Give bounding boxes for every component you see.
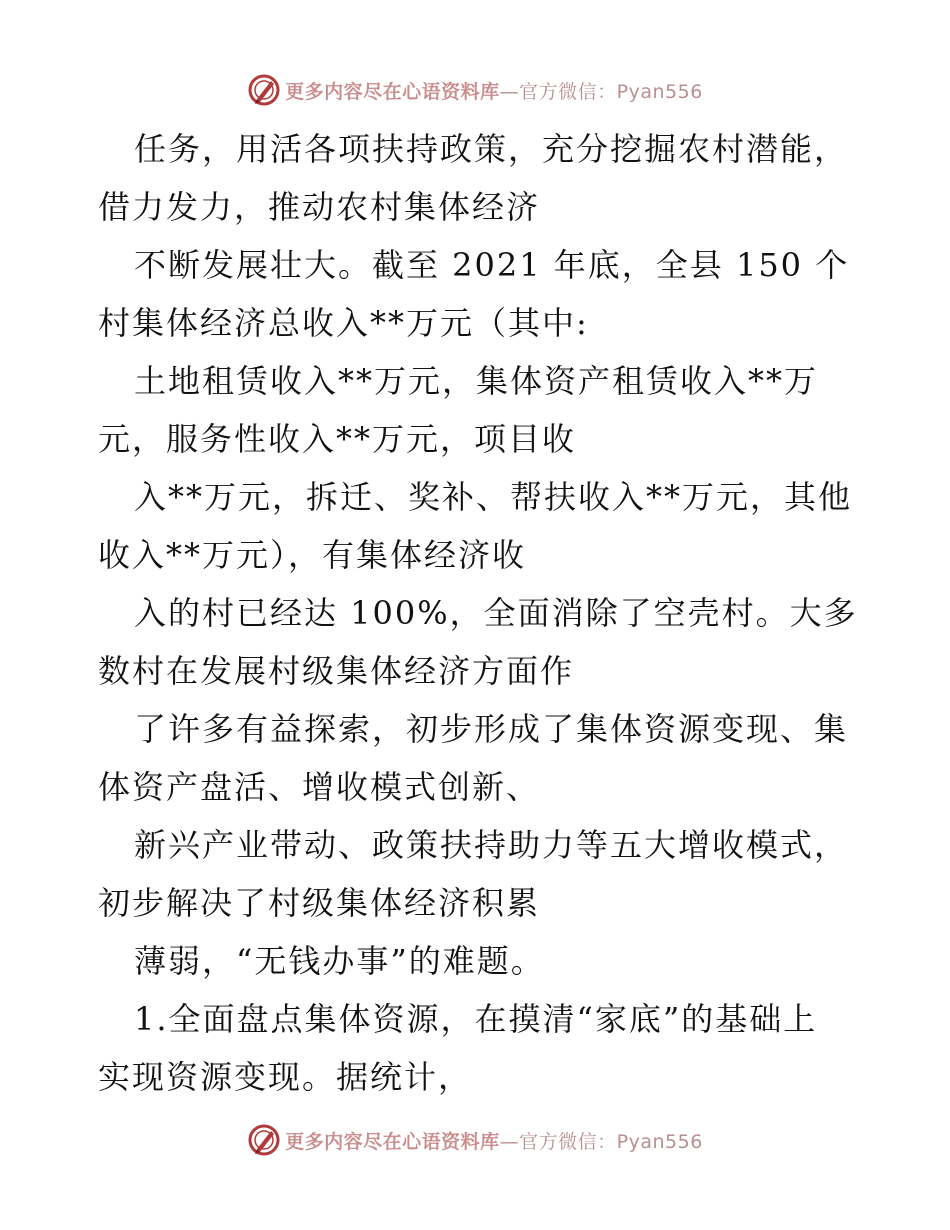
footer-banner-text: [285, 1127, 703, 1154]
footer-banner-inner: [247, 1123, 703, 1157]
text-line: 入的村已经达 100%，全面消除了空壳村。大多: [134, 594, 858, 632]
text-line: 体资产盘活、增收模式创新、: [98, 768, 541, 806]
text-line: 实现资源变现。据统计，: [98, 1058, 473, 1096]
header-banner-side: —官方微信：Pyan556: [499, 80, 703, 103]
header-banner-inner: [247, 73, 703, 107]
footer-banner-main: 更多内容尽在心语资料库: [285, 1130, 500, 1153]
text-line: 土地租赁收入**万元，集体资产租赁收入**万: [134, 362, 819, 400]
text-line: 入**万元，拆迁、奖补、帮扶收入**万元，其他: [134, 478, 853, 516]
text-line: 薄弱，“无钱办事”的难题。: [134, 942, 545, 980]
header-banner-main: 更多内容尽在心语资料库: [285, 80, 500, 103]
text-line: 收入**万元），有集体经济收: [98, 536, 527, 574]
text-line: 数村在发展村级集体经济方面作: [98, 652, 575, 690]
pen-logo-icon: [247, 1123, 281, 1157]
text-line: 村集体经济总收入**万元（其中:: [98, 304, 589, 342]
footer-watermark-banner: [0, 1120, 950, 1160]
text-line: 初步解决了村级集体经济积累: [98, 884, 541, 922]
text-line: 借力发力，推动农村集体经济: [98, 188, 541, 226]
header-watermark-banner: [0, 70, 950, 110]
text-line: 了许多有益探索，初步形成了集体资源变现、集: [134, 710, 849, 748]
header-banner-text: [285, 77, 703, 104]
text-line: 任务，用活各项扶持政策，充分挖掘农村潜能，: [134, 130, 849, 168]
pen-logo-icon: [247, 73, 281, 107]
footer-banner-side: —官方微信：Pyan556: [499, 1130, 703, 1153]
text-line: 元，服务性收入**万元，项目收: [98, 420, 577, 458]
text-line: 1.全面盘点集体资源，在摸清“家底”的基础上: [134, 1000, 818, 1038]
text-line: 不断发展壮大。截至 2021 年底，全县 150 个: [134, 246, 850, 284]
text-line: 新兴产业带动、政策扶持助力等五大增收模式，: [134, 826, 849, 864]
document-body: [98, 120, 858, 1106]
